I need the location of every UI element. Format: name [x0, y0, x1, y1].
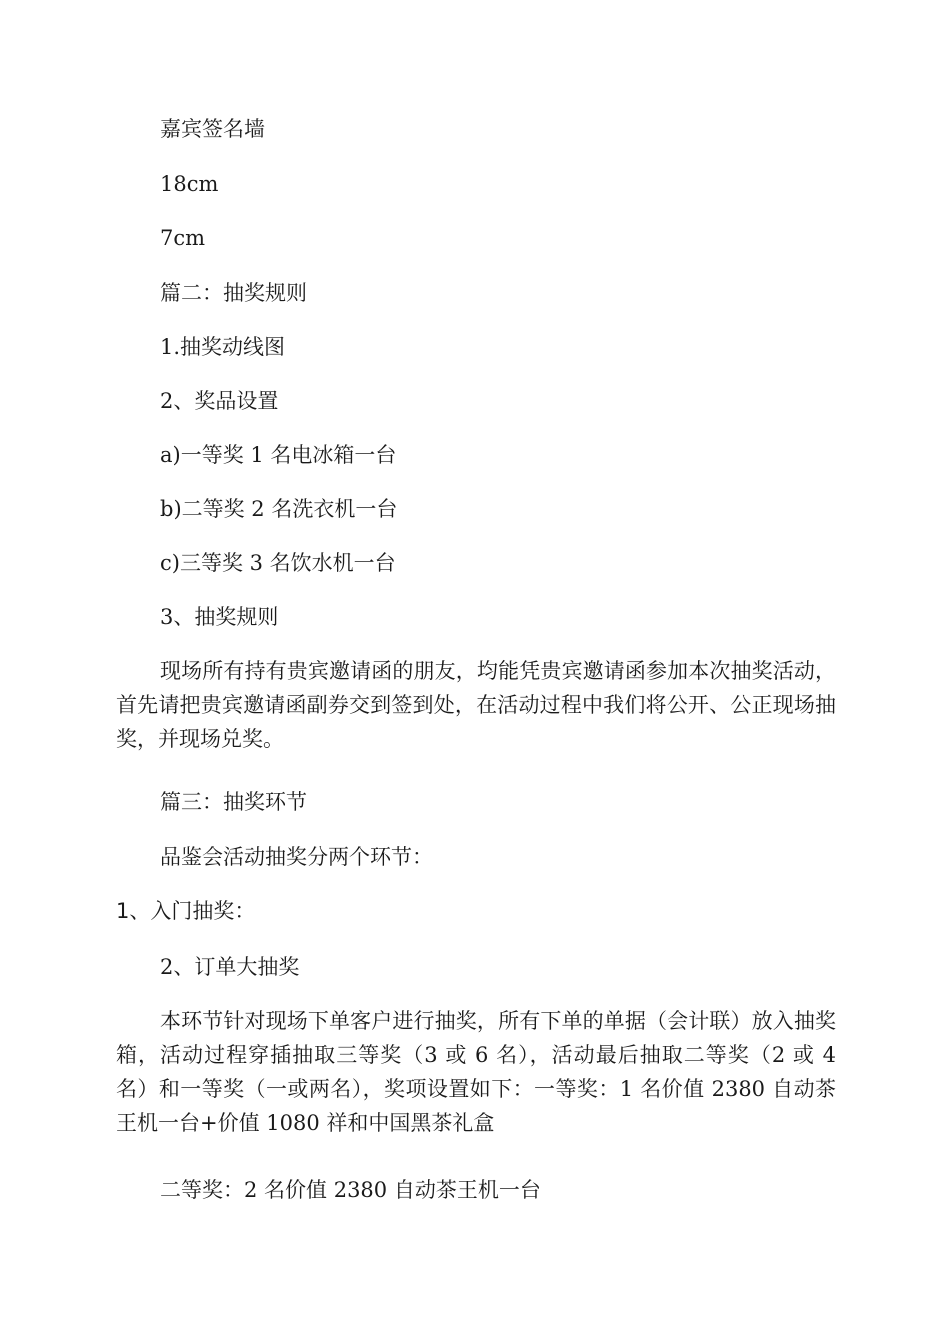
order-draw-paragraph: 本环节针对现场下单客户进行抽奖，所有下单的单据（会计联）放入抽奖箱，活动过程穿插抽取三等奖（3 或 6 名），活动最后抽取二等奖（2 或 4 名）和一等奖（一或两名），奖项设置如下：一等奖：1 名价值 2380 自动茶王机一台+价值 1080 祥和中国黑茶礼盒 [116, 1009, 836, 1135]
part3-heading: 篇三：抽奖环节 [160, 790, 307, 814]
size-18cm-line: 18cm [160, 172, 219, 196]
stage1-text: 1、入门抽奖： [116, 899, 256, 923]
stage1-line [116, 894, 255, 928]
prize-b-line: b)二等奖 2 名洗衣机一台 [160, 497, 398, 521]
two-stages-line: 品鉴会活动抽奖分两个环节： [160, 845, 433, 869]
prize-settings-item: 2、奖品设置 [160, 389, 279, 413]
rules-paragraph: 现场所有持有贵宾邀请函的朋友，均能凭贵宾邀请函参加本次抽奖活动，首先请把贵宾邀请函副券交到签到处，在活动过程中我们将公开、公正现场抽奖，并现场兑奖。 [116, 659, 836, 751]
prize-a-line: a)一等奖 1 名电冰箱一台 [160, 443, 397, 467]
second-prize-line: 二等奖：2 名价值 2380 自动茶王机一台 [160, 1178, 541, 1202]
size-7cm-line: 7cm [160, 226, 206, 250]
part2-heading: 篇二：抽奖规则 [160, 281, 307, 305]
signature-wall-line: 嘉宾签名墙 [160, 117, 265, 141]
flow-diagram-item: 1.抽奖动线图 [160, 335, 286, 359]
stage2-line: 2、订单大抽奖 [160, 955, 300, 979]
draw-rules-item: 3、抽奖规则 [160, 605, 279, 629]
prize-c-line: c)三等奖 3 名饮水机一台 [160, 551, 396, 575]
